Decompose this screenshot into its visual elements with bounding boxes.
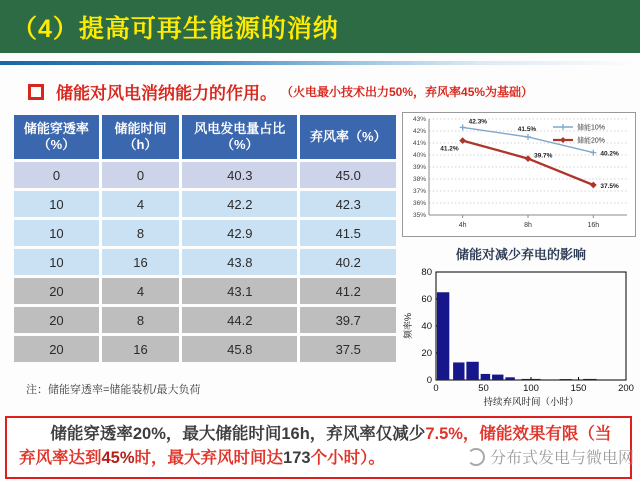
svg-text:35%: 35% [412, 212, 426, 219]
table-header-cell: 弃风率（%） [300, 115, 396, 159]
line-chart-legend [553, 123, 605, 145]
curtailment-line-chart [403, 113, 635, 236]
storage-wind-table [14, 112, 396, 365]
footer-segment: （当弃风率达到 [19, 424, 612, 468]
svg-text:41.2%: 41.2% [440, 145, 459, 153]
table-cell: 43.8 [182, 249, 300, 275]
footer-segment: 储能穿透率20%，最大储能时间16h，弃风率仅减少 [50, 424, 426, 443]
table-cell: 10 [14, 191, 102, 217]
svg-text:39.7%: 39.7% [534, 152, 553, 160]
table-row [14, 220, 396, 246]
slide-header [0, 0, 640, 53]
table-footnote: 注：储能穿透率=储能装机/最大负荷 [26, 384, 201, 396]
section-title: 储能对风电消纳能力的作用。 [56, 84, 277, 103]
table-cell: 8 [102, 220, 182, 246]
svg-text:持续弃风时间（小时）: 持续弃风时间（小时） [483, 397, 579, 408]
slide-title: （4）提高可再生能源的消纳 [12, 14, 339, 43]
table-cell: 44.2 [182, 307, 300, 333]
table-cell: 16 [102, 249, 182, 275]
table-row [14, 336, 396, 362]
section-title-row [28, 79, 640, 104]
svg-text:38%: 38% [412, 176, 426, 183]
svg-text:40.2%: 40.2% [600, 150, 619, 158]
table-header-cell: 储能时间 （h） [102, 115, 182, 159]
table-cell: 8 [102, 307, 182, 333]
footer-segment: 时，最大弃风时间达 [134, 449, 284, 468]
table-cell: 37.5 [300, 336, 396, 362]
svg-text:频率%: 频率% [403, 312, 413, 340]
table-header-cell: 风电发电量占比 （%） [182, 115, 300, 159]
svg-text:储能20%: 储能20% [577, 137, 606, 145]
footer-segment: 7.5% [425, 424, 463, 443]
svg-text:41%: 41% [412, 140, 426, 147]
bar-chart-container [402, 264, 640, 417]
svg-text:0: 0 [426, 375, 432, 387]
table-row [14, 249, 396, 275]
table-cell: 45.8 [182, 336, 300, 362]
table-cell: 45.0 [300, 162, 396, 188]
table-cell: 20 [14, 278, 102, 304]
table-cell: 10 [14, 249, 102, 275]
svg-text:150: 150 [570, 383, 587, 394]
table-cell: 42.9 [182, 220, 300, 246]
table-cell: 0 [102, 162, 182, 188]
table-cell: 40.2 [300, 249, 396, 275]
bar-chart-title: 储能对减少弃电的影响 [455, 247, 586, 262]
bullet-square-icon [28, 84, 44, 100]
svg-text:4h: 4h [458, 222, 467, 229]
footer-segment: 45% [101, 449, 135, 468]
footer-segment: 个小时）。 [310, 449, 385, 468]
footer-segment: 173 [283, 449, 311, 468]
table-cell: 40.3 [182, 162, 300, 188]
table-cell: 41.5 [300, 220, 396, 246]
footer-segment: 储能效果有限 [479, 424, 579, 443]
table-header-row [14, 115, 396, 159]
svg-text:50: 50 [478, 383, 489, 394]
table-cell: 16 [102, 336, 182, 362]
table-row [14, 162, 396, 188]
svg-text:0: 0 [433, 383, 439, 394]
svg-text:200: 200 [618, 383, 634, 394]
watermark-logo-icon [467, 448, 485, 466]
curtailment-bar-chart [402, 264, 640, 412]
svg-text:60: 60 [421, 294, 432, 306]
svg-text:16h: 16h [587, 222, 600, 229]
svg-text:20: 20 [421, 348, 432, 360]
table-cell: 39.7 [300, 307, 396, 333]
table-cell: 10 [14, 220, 102, 246]
svg-text:39%: 39% [412, 164, 426, 171]
table-header-cell: 储能穿透率 （%） [14, 115, 102, 159]
svg-text:100: 100 [523, 383, 539, 394]
svg-text:37.5%: 37.5% [600, 183, 619, 190]
charts-column [402, 112, 640, 417]
main-content [0, 104, 640, 417]
footer-segment: ， [462, 424, 480, 443]
svg-text:40: 40 [421, 321, 432, 333]
table-cell: 4 [102, 191, 182, 217]
table-row [14, 307, 396, 333]
table-cell: 43.1 [182, 278, 300, 304]
table-cell: 0 [14, 162, 102, 188]
header-divider [0, 61, 640, 65]
svg-text:37%: 37% [412, 188, 426, 195]
table-row [14, 278, 396, 304]
watermark-text: 分布式发电与微电网 [489, 450, 634, 467]
svg-text:41.5%: 41.5% [517, 126, 537, 133]
svg-text:80: 80 [421, 267, 432, 279]
svg-text:43%: 43% [412, 116, 426, 123]
section-subtitle: （火电最小技术出力50%，弃风率45%为基础） [281, 85, 534, 99]
table-cell: 42.2 [182, 191, 300, 217]
table-row [14, 191, 396, 217]
table-cell: 20 [14, 336, 102, 362]
svg-text:36%: 36% [412, 200, 426, 207]
table-cell: 20 [14, 307, 102, 333]
svg-text:42.3%: 42.3% [468, 118, 488, 126]
svg-text:储能10%: 储能10% [577, 124, 606, 132]
svg-text:42%: 42% [412, 128, 426, 135]
svg-text:40%: 40% [412, 152, 426, 159]
svg-text:8h: 8h [524, 222, 532, 229]
table-cell: 4 [102, 278, 182, 304]
table-cell: 41.2 [300, 278, 396, 304]
watermark [467, 445, 634, 468]
line-chart-container [402, 112, 636, 237]
table-column [14, 112, 396, 417]
table-cell: 42.3 [300, 191, 396, 217]
